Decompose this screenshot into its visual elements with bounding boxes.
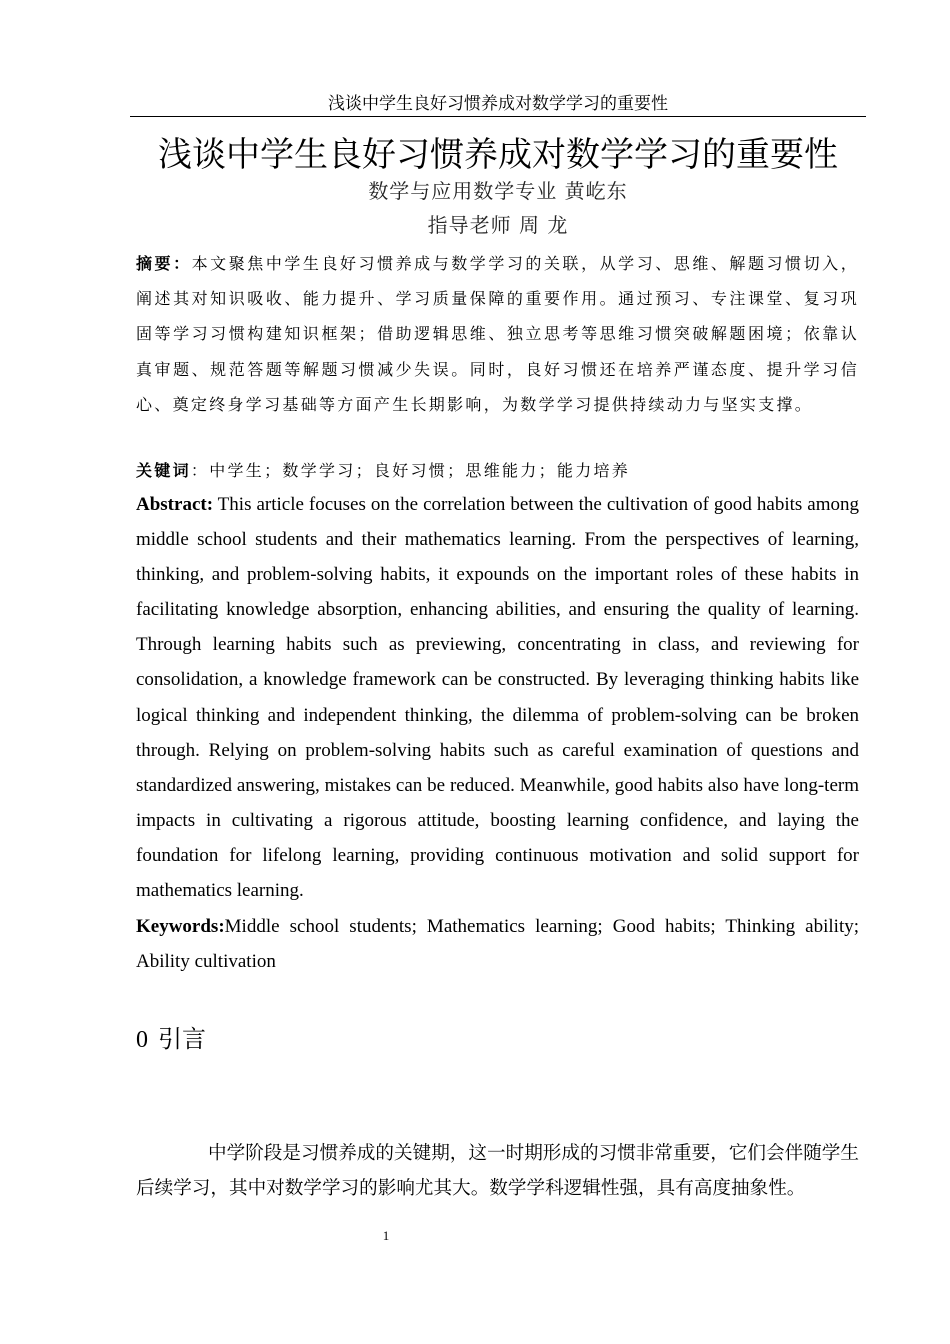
keywords-zh [136,457,859,485]
abstract-en-text: This article focuses on the correlation between the cultivation of good habits among middle school students and their mathematics learning. From the perspectives of learning, thinking, and problem-solving habits, it expounds on the important roles of these habits in facilitating knowledge absorption, enhancing abilities, and ensuring the quality of learning. Through learning habits such as previewing, concentrating in class, and reviewing for consolidation, a knowledge framework can be constructed. By leveraging thinking habits like logical thinking and independent thinking, the dilemma of problem-solving can be broken through. Relying on problem-solving habits such as careful examination of questions and standardized answering, mistakes can be reduced. Meanwhile, good habits also have long-term impacts in cultivating a rigorous attitude, boosting learning confidence, and laying the foundation for lifelong learning, providing continuous motivation and solid support for mathematics learning. [136,494,859,902]
section-title: 引言 [158,1025,206,1053]
abstract-zh [136,246,859,422]
intro-paragraph: 中学阶段是习惯养成的关键期，这一时期形成的习惯非常重要，它们会伴随学生后续学习，其中对数学学习的影响尤其大。数学学科逻辑性强，具有高度抽象性。 [136,1143,859,1199]
section-heading [136,1022,206,1057]
keywords-en-text: Middle school students; Mathematics learning; Good habits; Thinking ability; Ability cultivation [136,916,859,973]
abstract-en [136,487,859,908]
section-number: 0 [136,1027,148,1053]
header-rule [130,116,866,117]
abstract-zh-text: 本文聚焦中学生良好习惯养成与数学学习的关联，从学习、思维、解题习惯切入，阐述其对知识吸收、能力提升、学习质量保障的重要作用。通过预习、专注课堂、复习巩固等学习习惯构建知识框架；借助逻辑思维、独立思考等思维习惯突破解题困境；依靠认真审题、规范答题等解题习惯减少失误。同时，良好习惯还在培养严谨态度、提升学习信心、奠定终身学习基础等方面产生长期影响，为数学学习提供持续动力与坚实支撑。 [136,254,859,414]
abstract-zh-label: 摘要： [136,254,192,273]
abstract-en-label: Abstract: [136,494,214,515]
advisor-line: 指导老师 周 龙 [427,213,569,237]
keywords-en-label: Keywords: [136,916,225,937]
keywords-en [136,909,859,979]
keywords-zh-text: ：中学生；数学学习；良好习惯；思维能力；能力培养 [190,461,631,480]
page-number: 1 [382,1228,390,1243]
paper-title: 浅谈中学生良好习惯养成对数学学习的重要性 [158,135,838,175]
running-header: 浅谈中学生良好习惯养成对数学学习的重要性 [328,94,668,114]
author-line: 数学与应用数学专业 黄屹东 [368,179,628,203]
keywords-zh-label: 关键词 [136,461,191,480]
